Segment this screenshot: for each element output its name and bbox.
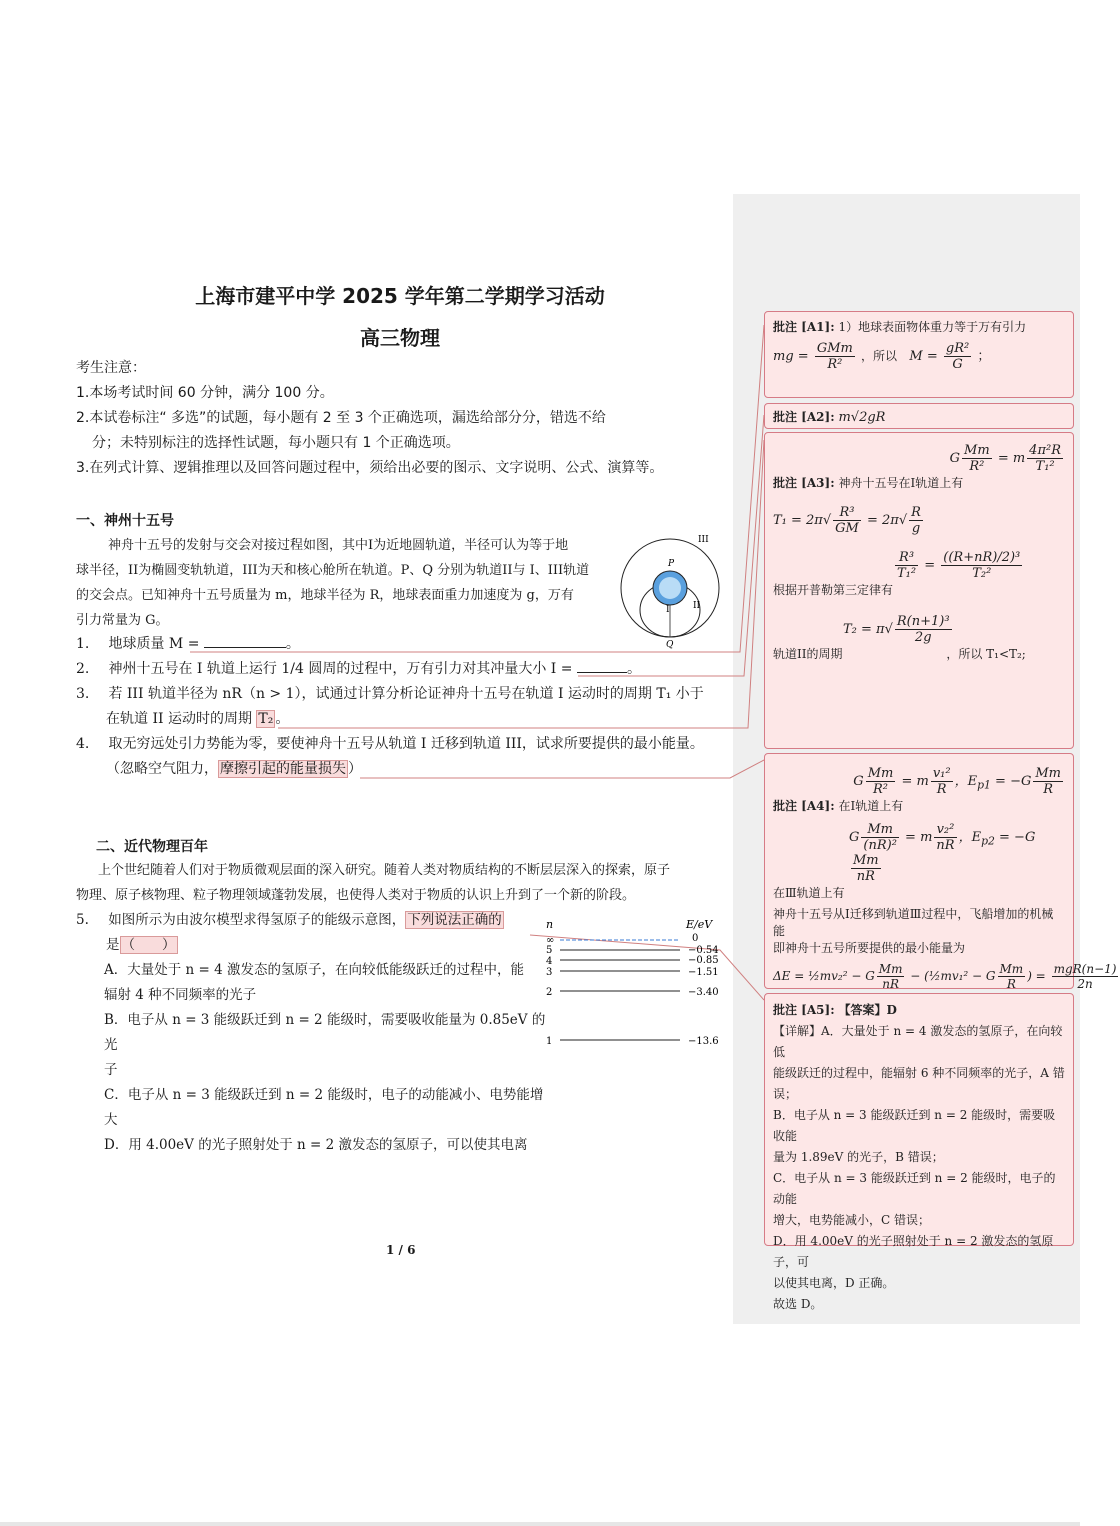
option-d: D．用 4.00eV 的光子照射处于 n = 2 激发态的氢原子，可以使其电离 bbox=[104, 1137, 528, 1153]
annotation-text: 神舟十五号在Ⅰ轨道上有 bbox=[838, 476, 964, 490]
level-n: 1 bbox=[546, 1036, 553, 1047]
annotation-a2[interactable] bbox=[764, 403, 1074, 429]
section2-heading: 二、近代物理百年 bbox=[96, 839, 208, 855]
annotation-text: 在Ⅲ轨道上有 bbox=[773, 886, 845, 900]
label-I: I bbox=[666, 605, 670, 615]
question-tail: 。 bbox=[285, 636, 300, 652]
level-n: 5 bbox=[546, 945, 553, 956]
annotation-text: ，所以 T₁<T₂; bbox=[946, 647, 1026, 661]
question-5 bbox=[76, 908, 546, 1158]
question-3 bbox=[76, 682, 736, 707]
question-4-line2 bbox=[76, 757, 736, 782]
a3-formula: G $\frac{Mm}{\text{R²}}$ = m $\frac{\text{4π²R}}{\text{T₁²}}$ bbox=[949, 443, 1061, 474]
notice-heading: 考生注意： bbox=[76, 360, 146, 376]
answer-blank[interactable] bbox=[577, 658, 627, 673]
section1-questions bbox=[76, 632, 736, 782]
annotation-a1[interactable] bbox=[764, 311, 1074, 398]
annotation-caption: 批注 [A4]: bbox=[773, 799, 835, 813]
question-text: 取无穷远处引力势能为零，要使神舟十五号从轨道 I 迁移到轨道 III，试求所要提供的最小能量。 bbox=[108, 736, 704, 752]
label-P: P bbox=[668, 559, 675, 569]
question-tail: 。 bbox=[626, 661, 641, 677]
question-text: 若 III 轨道半径为 nR（n > 1），试通过计算分析论证神舟十五号在轨道 I 运动时的周期 T₁ 小于 bbox=[108, 686, 704, 702]
annotation-text: ； bbox=[977, 349, 991, 364]
question-text: 在轨道 II 运动时的周期 bbox=[106, 711, 257, 727]
highlight-friction[interactable]: 摩擦引起的能量损失 bbox=[220, 761, 346, 777]
highlight-t2[interactable]: T₂ bbox=[258, 711, 274, 727]
annotation-text: 根据开普勒第三定律有 bbox=[773, 583, 894, 597]
q5-stem bbox=[76, 908, 546, 933]
option-a: A．大量处于 n = 4 激发态的氢原子，在向较低能级跃迁的过程中，能 bbox=[104, 962, 525, 978]
a3-formula: T₂ = π√ $\frac{\text{R(n+1)³}}{2g}$ bbox=[843, 614, 950, 645]
option-c: C．电子从 n = 3 能级跃迁到 n = 2 能级时，电子的动能减小、电势能增大 bbox=[104, 1087, 544, 1128]
a3-formula: T₁ = 2π√ $\frac{\text{R³}}{GM}$ = 2π√ $\frac{R}{g}$ bbox=[773, 505, 921, 536]
annotation-text: ，所以 bbox=[860, 349, 897, 363]
annotation-caption: 批注 [A3]: bbox=[773, 476, 835, 490]
annotation-text: 神舟十五号从Ⅰ迁移到轨道Ⅲ过程中，飞船增加的机械能 bbox=[773, 907, 1054, 938]
level-e: −1.51 bbox=[688, 967, 719, 978]
annotation-text: 在Ⅰ轨道上有 bbox=[838, 799, 904, 813]
label-Q: Q bbox=[666, 640, 674, 650]
question-tail: 。 bbox=[275, 711, 290, 727]
intro-line: 物理、原子核物理、粒子物理领域蓬勃发展，也使得人类对于物质的认识上升到了一个新的阶段。 bbox=[76, 888, 636, 903]
intro-line: 引力常量为 G。 bbox=[76, 613, 169, 628]
level-e: −0.85 bbox=[688, 955, 719, 966]
a1-formula: mg = $\frac{\text{GMm}}{\text{R²}}$ ，所以 M = $\frac{\text{gR²}}{G}$ ； bbox=[773, 341, 991, 372]
level-n: 3 bbox=[546, 967, 553, 978]
question-3-line2 bbox=[76, 707, 736, 732]
intro-line: 神舟十五号的发射与交会对接过程如图，其中I为近地圆轨道，半径可认为等于地 bbox=[108, 538, 569, 553]
question-number: 1. bbox=[76, 636, 90, 652]
level-e: −13.6 bbox=[688, 1036, 719, 1047]
a3-formula: $\frac{\text{R³}}{\text{T₁²}}$ = $\frac{\text{((R+nR)/2)³}}{\text{T₂²}}$ bbox=[897, 550, 1021, 581]
answer-blank[interactable] bbox=[204, 633, 286, 648]
question-2 bbox=[76, 657, 736, 682]
notice-line: 1.本场考试时间 60 分钟，满分 100 分。 bbox=[76, 385, 334, 401]
annotation-line: D．用 4.00eV 的光子照射处于 n = 2 激发态的氢原子，可 bbox=[773, 1234, 1054, 1269]
level-n: 4 bbox=[546, 956, 553, 967]
question-text: 地球质量 M = bbox=[108, 636, 204, 652]
annotation-a3[interactable] bbox=[764, 432, 1074, 749]
annotation-caption: 批注 [A2]: bbox=[773, 410, 835, 424]
document-title: 上海市建平中学 2025 学年第二学期学习活动 bbox=[195, 284, 605, 308]
question-number: 3. bbox=[76, 686, 90, 702]
annotation-line: 能级跃迁的过程中，能辐射 6 种不同频率的光子，A 错 bbox=[773, 1066, 1065, 1080]
section1-heading: 一、神州十五号 bbox=[76, 513, 174, 529]
option-b-cont: 子 bbox=[104, 1062, 118, 1078]
question-text: （忽略空气阻力， bbox=[106, 761, 218, 777]
question-number: 5. bbox=[76, 912, 89, 928]
q5-stem-line2 bbox=[76, 933, 546, 958]
annotation-line: C．电子从 n = 3 能级跃迁到 n = 2 能级时，电子的动能 bbox=[773, 1171, 1056, 1206]
label-III: III bbox=[698, 535, 709, 545]
level-e: −3.40 bbox=[688, 987, 719, 998]
annotation-caption: 批注 [A1]: bbox=[773, 320, 835, 334]
notice-line: 3.在列式计算、逻辑推理以及回答问题过程中，须给出必要的图示、文字说明、公式、演算等。 bbox=[76, 460, 664, 476]
annotation-caption: 批注 [A5]: bbox=[773, 1003, 835, 1017]
annotation-a5[interactable] bbox=[764, 993, 1074, 1311]
option-a-cont: 辐射 4 种不同频率的光子 bbox=[104, 987, 257, 1003]
annotation-text: 轨道II的周期 bbox=[773, 647, 843, 661]
notice-line: 2.本试卷标注“ 多选”的试题，每小题有 2 至 3 个正确选项，漏选给部分分，错选不给 bbox=[76, 410, 606, 426]
annotation-line: 【详解】A．大量处于 n = 4 激发态的氢原子，在向较低 bbox=[773, 1024, 1063, 1059]
section2-intro bbox=[76, 858, 726, 908]
annotation-text: 即神舟十五号所要提供的最小能量为 bbox=[773, 941, 966, 955]
section1-intro bbox=[76, 533, 612, 633]
annotation-line: 故选 D。 bbox=[773, 1297, 823, 1311]
question-1 bbox=[76, 632, 736, 657]
annotation-line: 以使其电离，D 正确。 bbox=[773, 1276, 895, 1290]
a4-formula: G $\frac{Mm}{\text{(nR)²}}$ = m $\frac{\text{v₂²}}{nR}$ ，$E_{p2} = -G$ $\frac{Mm}{nR}$ bbox=[849, 822, 1036, 884]
question-text: 如图所示为由波尔模型求得氢原子的能级示意图， bbox=[108, 912, 406, 928]
annotation-line: B．电子从 n = 3 能级跃迁到 n = 2 能级时，需要吸收能 bbox=[773, 1108, 1056, 1143]
annotation-a4[interactable] bbox=[764, 753, 1117, 991]
annotation-text: m√2gR bbox=[838, 410, 886, 425]
intro-line: 的交会点。已知神舟十五号质量为 m，地球半径为 R，地球表面重力加速度为 g，万有 bbox=[76, 588, 574, 603]
intro-line: 上个世纪随着人们对于物质微观层面的深入研究。随着人类对物质结构的不断层层深入的探索，原子 bbox=[98, 863, 671, 878]
question-4 bbox=[76, 732, 736, 757]
energy-axis-label: E/eV bbox=[686, 918, 713, 931]
annotation-answer: 【答案】D bbox=[838, 1003, 897, 1017]
highlight-q5[interactable]: 下列说法正确的 bbox=[407, 912, 502, 928]
notice-line: 分；未特别标注的选择性试题，每小题只有 1 个正确选项。 bbox=[92, 435, 460, 451]
annotation-line: 误； bbox=[773, 1087, 798, 1101]
question-text: 是 bbox=[106, 937, 120, 953]
level-e: 0 bbox=[692, 933, 699, 944]
label-II: II bbox=[693, 601, 701, 611]
question-number: 4. bbox=[76, 736, 90, 752]
annotation-line: 量为 1.89eV 的光子，B 错误； bbox=[773, 1150, 944, 1164]
question-tail: ） bbox=[348, 761, 362, 777]
question-text: 神州十五号在 I 轨道上运行 1/4 圆周的过程中，万有引力对其冲量大小 I = bbox=[108, 661, 577, 677]
notice-block bbox=[76, 356, 676, 481]
bottom-divider bbox=[0, 1522, 1080, 1526]
page-number: 1 / 6 bbox=[386, 1243, 416, 1257]
question-number: 2. bbox=[76, 661, 90, 677]
a4-formula: ΔE = ½mv₂² − G $\frac{Mm}{nR}$ − (½mv₁² − G $\frac{Mm}{R}$ ) = $\frac{\text{mgR(n−1)}}{2n}$ bbox=[773, 962, 1117, 991]
level-n: 2 bbox=[546, 987, 553, 998]
energy-level-diagram bbox=[540, 914, 730, 1054]
n-axis-label: n bbox=[546, 918, 554, 931]
level-e: −0.54 bbox=[688, 945, 719, 956]
annotation-text: 1）地球表面物体重力等于万有引力 bbox=[838, 320, 1027, 334]
document-subtitle: 高三物理 bbox=[360, 326, 440, 350]
annotation-line: 增大，电势能减小，C 错误； bbox=[773, 1213, 930, 1227]
a4-formula: G $\frac{Mm}{\text{R²}}$ = m $\frac{\text{v₁²}}{R}$ ，$E_{p1} = -G$ $\frac{Mm}{R}$ bbox=[853, 766, 1061, 797]
option-b: B．电子从 n = 3 能级跃迁到 n = 2 能级时，需要吸收能量为 0.85eV 的光 bbox=[104, 1012, 546, 1053]
highlight-paren[interactable]: （ ） bbox=[121, 937, 176, 953]
intro-line: 球半径，II为椭圆变轨轨道，III为天和核心舱所在轨道。P、Q 分别为轨道II与 I、III轨道 bbox=[76, 563, 590, 578]
level-n: ∞ bbox=[546, 935, 555, 946]
